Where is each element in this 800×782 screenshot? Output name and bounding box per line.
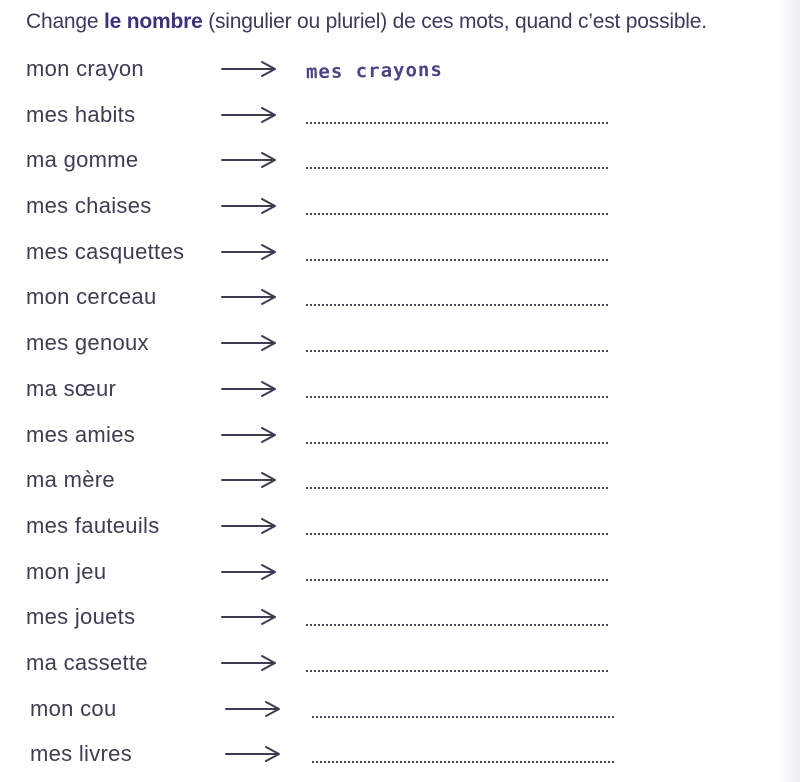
answer-blank[interactable]: [306, 213, 608, 215]
source-word: mes genoux: [26, 330, 149, 356]
exercise-row: [0, 461, 800, 507]
right-arrow-icon: [221, 60, 277, 78]
right-arrow-icon: [221, 106, 277, 124]
answer-blank[interactable]: [306, 624, 608, 626]
source-word: mes habits: [26, 101, 136, 127]
instruction-prefix: Change: [26, 10, 104, 33]
exercise-instruction: [26, 10, 707, 34]
answer-blank[interactable]: [306, 487, 608, 489]
right-arrow-icon: [221, 197, 277, 215]
answer-blank[interactable]: [306, 167, 608, 169]
exercise-row: [0, 507, 800, 553]
instruction-bold: le nombre: [104, 10, 203, 33]
exercise-row: [0, 370, 800, 416]
source-word: ma mère: [26, 467, 115, 493]
answer-blank[interactable]: [306, 442, 608, 444]
exercise-rows: [0, 50, 800, 781]
exercise-row: [0, 690, 800, 736]
answer-blank[interactable]: [306, 670, 608, 672]
right-arrow-icon: [225, 700, 281, 718]
answer-blank[interactable]: [306, 350, 608, 352]
source-word: ma gomme: [26, 147, 139, 173]
source-word: mes jouets: [26, 604, 136, 630]
exercise-row: [0, 96, 800, 142]
exercise-row: [0, 553, 800, 599]
right-arrow-icon: [221, 654, 277, 672]
exercise-row: [0, 598, 800, 644]
exercise-row: [0, 324, 800, 370]
answer-blank[interactable]: [306, 122, 608, 124]
source-word: mon jeu: [26, 558, 107, 584]
right-arrow-icon: [221, 243, 277, 261]
exercise-row: [0, 50, 800, 96]
source-word: mes fauteuils: [26, 512, 160, 538]
source-word: mon cerceau: [26, 284, 157, 310]
answer-blank[interactable]: [306, 579, 608, 581]
right-arrow-icon: [221, 471, 277, 489]
right-arrow-icon: [221, 517, 277, 535]
right-arrow-icon: [221, 563, 277, 581]
answer-blank[interactable]: [312, 761, 614, 763]
exercise-row: [0, 187, 800, 233]
exercise-row: [0, 416, 800, 462]
right-arrow-icon: [221, 288, 277, 306]
right-arrow-icon: [221, 380, 277, 398]
source-word: mon cou: [30, 695, 117, 721]
answer-blank[interactable]: [306, 396, 608, 398]
answer-blank[interactable]: [306, 533, 608, 535]
source-word: ma sœur: [26, 375, 117, 401]
source-word: mes amies: [26, 421, 136, 447]
handwritten-answer: mes crayons: [305, 58, 444, 84]
exercise-row: [0, 233, 800, 279]
right-arrow-icon: [221, 426, 277, 444]
answer-blank[interactable]: [306, 259, 608, 261]
answer-blank[interactable]: [312, 716, 614, 718]
exercise-row: [0, 141, 800, 187]
exercise-row: [0, 644, 800, 690]
right-arrow-icon: [221, 151, 277, 169]
right-arrow-icon: [221, 334, 277, 352]
right-arrow-icon: [225, 745, 281, 763]
source-word: ma cassette: [26, 649, 148, 675]
source-word: mes chaises: [26, 193, 152, 219]
answer-blank[interactable]: [306, 304, 608, 306]
source-word: mes livres: [30, 741, 133, 767]
source-word: mes casquettes: [26, 238, 185, 264]
exercise-row: [0, 278, 800, 324]
instruction-suffix: (singulier ou pluriel) de ces mots, quand c’est possible.: [202, 10, 707, 33]
exercise-row: [0, 735, 800, 781]
source-word: mon crayon: [26, 56, 144, 81]
right-arrow-icon: [221, 608, 277, 626]
